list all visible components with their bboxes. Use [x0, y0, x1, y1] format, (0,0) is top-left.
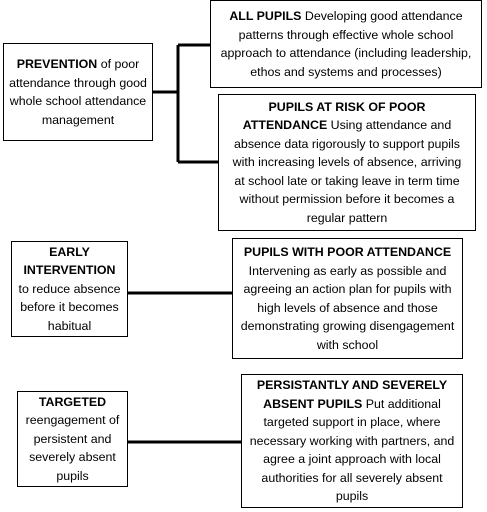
prevention-box — [3, 43, 153, 141]
targeted-text: reengagement of persistent and severely absent pupils — [25, 413, 120, 483]
at-risk-box — [218, 94, 476, 231]
early-intervention-title: EARLY INTERVENTION — [23, 244, 116, 278]
at-risk-text: Using attendance and absence data rigorously to support pupils with increasing levels of absence, arriving at school late or taking leave in term time without permission before it becomes a regular pattern — [232, 118, 462, 225]
poor-attendance-text: Intervening as early as possible and agreeing an action plan for pupils with high levels of absence and those demonstrating growing disengagement with school — [240, 263, 455, 352]
poor-attendance-title: PUPILS WITH POOR ATTENDANCE — [243, 245, 452, 259]
prevention-text: of poor attendance through good whole school attendance management — [9, 57, 147, 127]
all-pupils-box — [210, 0, 482, 88]
prevention-title: PREVENTION — [16, 57, 98, 71]
persistent-absence-text: Put additional targeted support in place, where necessary working with partners, and agree a joint approach with local authorities for all severely absent pupils — [249, 396, 455, 504]
all-pupils-title: ALL PUPILS — [229, 9, 302, 23]
targeted-title: TARGETED — [38, 394, 107, 409]
early-intervention-box — [11, 241, 128, 337]
poor-attendance-box — [232, 238, 463, 359]
targeted-box — [17, 391, 128, 487]
persistent-absence-box — [241, 374, 463, 508]
persistent-absence-title: PERSISTANTLY AND SEVERELY ABSENT PUPILS — [256, 378, 448, 411]
all-pupils-text: Developing good attendance patterns through effective whole school approach to attendance (including leadership, ethos and systems and processes) — [220, 9, 472, 79]
at-risk-title: PUPILS AT RISK OF POOR ATTENDANCE — [242, 99, 426, 133]
early-intervention-text: to reduce absence before it becomes habitual — [18, 281, 121, 333]
